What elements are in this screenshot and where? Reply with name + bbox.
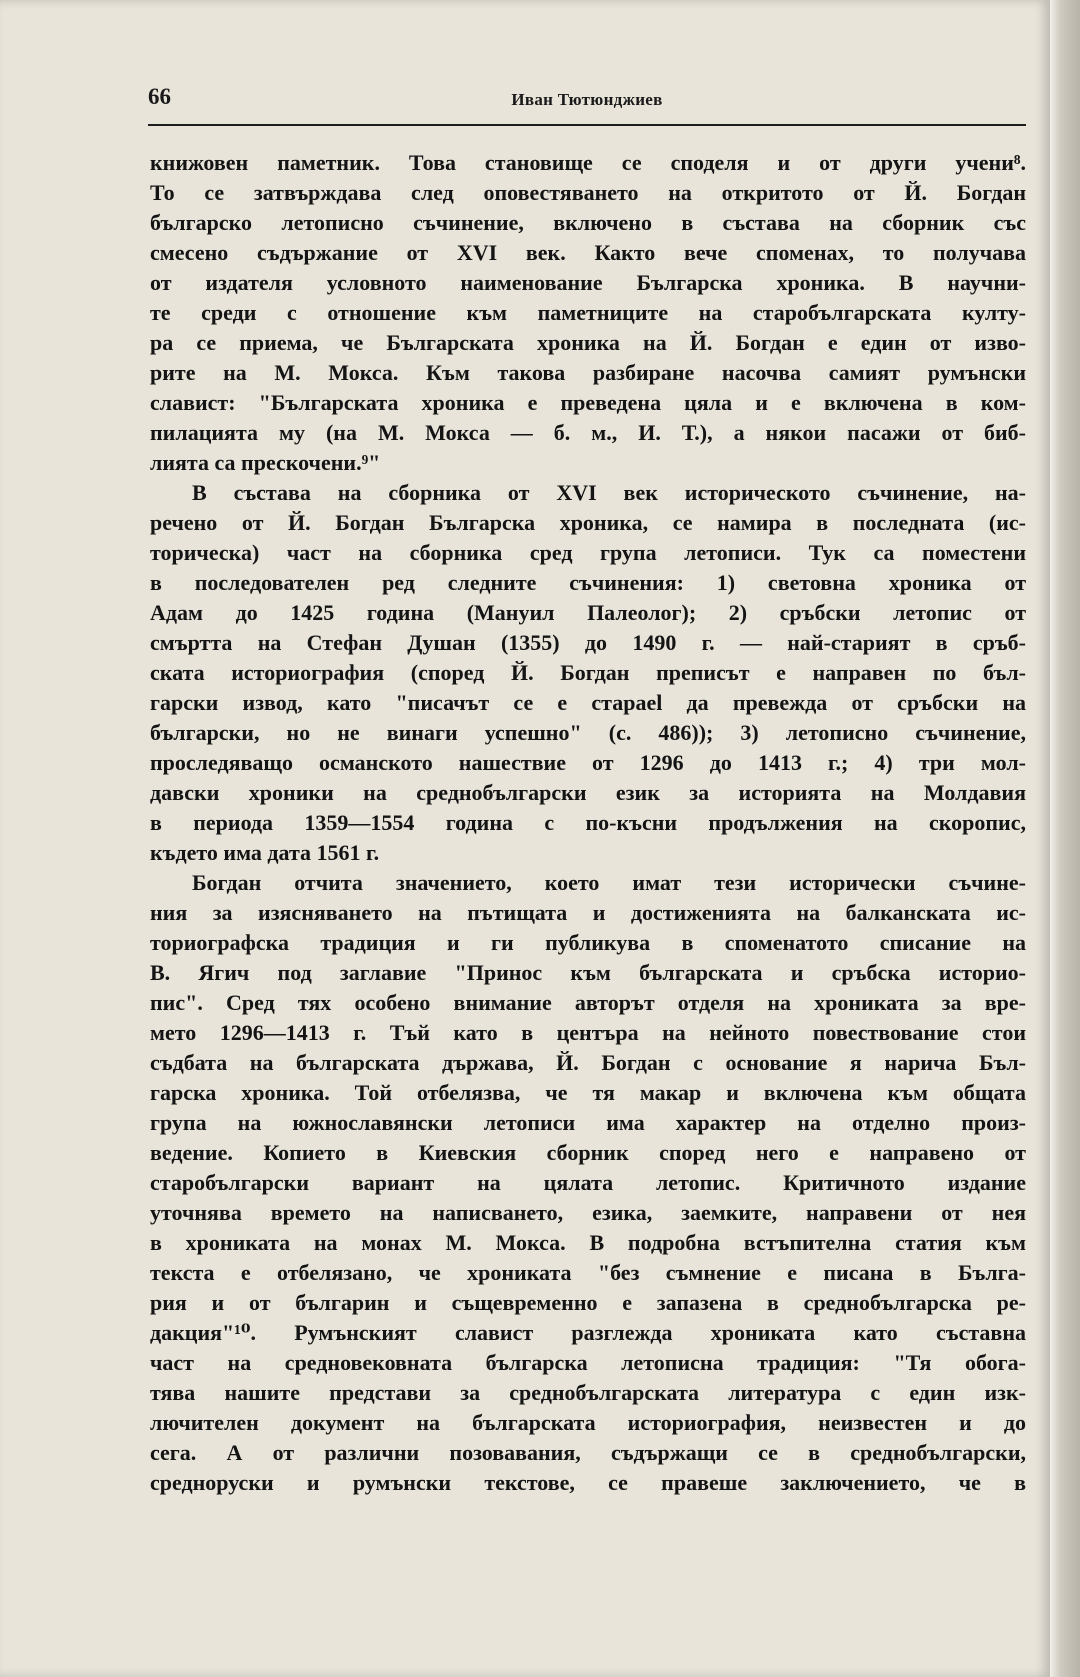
text-line: пис". Сред тях особено внимание авторът отделя на хрониката за вре-: [150, 990, 1026, 1015]
text-line: В състава на сборника от XVI век историческото съчинение, на-: [192, 480, 1026, 505]
text-line: рите на М. Мокса. Към такова разбиране насочва самият румънски: [150, 360, 1026, 385]
text-line: смъртта на Стефан Душан (1355) до 1490 г. — най-старият в сръб-: [150, 630, 1026, 655]
text-line: Богдан отчита значението, което имат тези исторически съчине-: [192, 870, 1026, 895]
text-line: гарска хроника. Той отбелязва, че тя макар и включена към общата: [150, 1080, 1026, 1105]
text-line: смесено съдържание от XVI век. Както вече споменах, то получава: [150, 240, 1026, 265]
page-number: 66: [148, 84, 171, 109]
text-line: В. Ягич под заглавие "Принос към българската и сръбска историо-: [150, 960, 1026, 985]
text-line: където има дата 1561 г.: [150, 840, 380, 865]
text-line: сега. А от различни позовавания, съдържащи се в среднобългарски,: [150, 1440, 1026, 1465]
text-line: в последователен ред следните съчинения: 1) световна хроника от: [150, 570, 1026, 595]
text-line: Адам до 1425 година (Мануил Палеолог); 2) сръбски летопис от: [150, 600, 1026, 625]
text-line: българско летописно съчинение, включено в състава на сборник със: [150, 210, 1026, 235]
text-line: ската историография (според Й. Богдан преписът е направен по бъл-: [150, 660, 1026, 685]
text-line: славист: "Българската хроника е преведена цяла и е включена в ком-: [150, 390, 1026, 415]
text-line: книжовен паметник. Това становище се споделя и от други учени⁸.: [150, 150, 1026, 175]
text-line: текста е отбелязано, че хрониката "без съмнение е писана в Бълга-: [150, 1260, 1026, 1285]
page-edge-shadow: [1050, 0, 1080, 1677]
text-line: давски хроники на среднобългарски език за историята на Молдавия: [150, 780, 1026, 805]
text-line: български, но не винаги успешно" (с. 486)); 3) летописно съчинение,: [150, 720, 1026, 745]
text-line: рия и от българин и същевременно е запазена в среднобългарска ре-: [150, 1290, 1026, 1315]
text-line: ториографска традиция и ги публикува в споменатото списание на: [150, 930, 1026, 955]
text-line: лията са прескочени.⁹": [150, 450, 381, 475]
text-line: в периода 1359—1554 година с по-късни продължения на скоропис,: [150, 810, 1026, 835]
text-line: ния за изясняването на пътищата и достиженията на балканската ис-: [150, 900, 1026, 925]
running-head-author: Иван Тютюнджиев: [511, 90, 663, 109]
text-line: тява нашите представи за среднобългарската литература с един изк-: [150, 1380, 1026, 1405]
text-line: те среди с отношение към паметниците на старобългарската култу-: [150, 300, 1026, 325]
text-line: от издателя условното наименование Българска хроника. В научни-: [150, 270, 1026, 295]
text-line: старобългарски вариант на цялата летопис. Критичното издание: [150, 1170, 1026, 1195]
paragraph-2: [150, 478, 1026, 868]
text-line: дакция"¹⁰. Румънският славист разглежда хрониката като съставна: [150, 1320, 1026, 1345]
text-line: речено от Й. Богдан Българска хроника, се намира в последната (ис-: [150, 510, 1026, 535]
page-header: [148, 82, 1026, 126]
text-line: мето 1296—1413 г. Тъй като в центъра на нейното повествование стои: [150, 1020, 1026, 1045]
paragraph-1: [150, 148, 1026, 478]
text-line: пилацията му (на М. Мокса — б. м., И. Т.), а някои пасажи от биб-: [150, 420, 1026, 445]
text-line: ведение. Копието в Киевския сборник според него е направено от: [150, 1140, 1026, 1165]
text-line: част на средновековната българска летописна традиция: "Тя обога-: [150, 1350, 1026, 1375]
text-line: ра се приема, че Българската хроника на Й. Богдан е един от изво-: [150, 330, 1026, 355]
text-line: проследяващо османското нашествие от 1296 до 1413 г.; 4) три мол-: [150, 750, 1026, 775]
text-line: лючителен документ на българската историография, неизвестен и до: [150, 1410, 1026, 1435]
text-line: торическа) част на сборника сред група летописи. Тук са поместени: [150, 540, 1026, 565]
paragraph-3: [150, 868, 1026, 1498]
text-line: уточнява времето на написването, езика, заемките, направени от нея: [150, 1200, 1026, 1225]
body-text: [150, 148, 1026, 1498]
text-line: среднoруски и румънски текстове, се правеше заключението, че в: [150, 1470, 1026, 1495]
text-line: съдбата на българската държава, Й. Богдан с основание я нарича Бъл-: [150, 1050, 1026, 1075]
text-line: гарски извод, като "писачът се е старael да превежда от сръбски на: [150, 690, 1026, 715]
text-line: група на южнославянски летописи има характер на отделно произ-: [150, 1110, 1026, 1135]
text-line: То се затвърждава след оповестяването на откритото от Й. Богдан: [150, 180, 1026, 205]
text-line: в хрониката на монах М. Мокса. В подробна встъпителна статия към: [150, 1230, 1026, 1255]
